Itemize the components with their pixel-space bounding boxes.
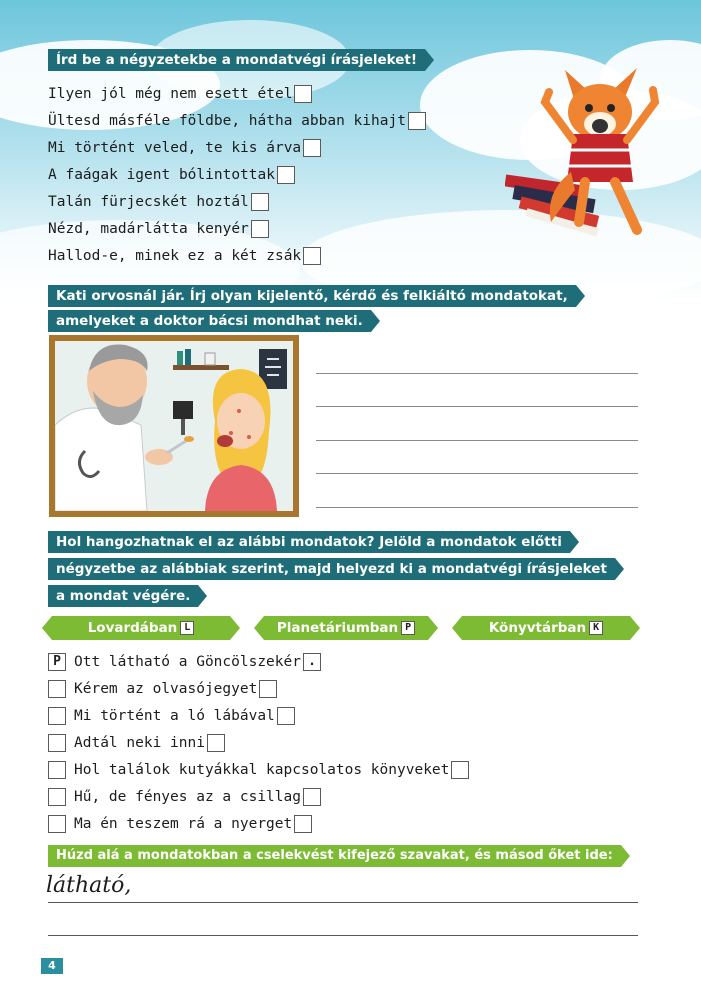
sentence-text: Mi történt veled, te kis árva xyxy=(48,140,302,156)
location-box[interactable] xyxy=(48,707,66,725)
sentence-row xyxy=(48,761,469,779)
sentence-row xyxy=(48,707,295,725)
sentence-text: Hű, de fényes az a csillag xyxy=(74,789,301,805)
punctuation-box[interactable] xyxy=(408,112,426,130)
punctuation-box[interactable] xyxy=(277,166,295,184)
sentence-row xyxy=(48,734,225,752)
sentence-text: Talán fürjecskét hoztál xyxy=(48,194,249,210)
sentence-row xyxy=(48,815,312,833)
punctuation-box[interactable] xyxy=(259,680,277,698)
section2-title-line1: Kati orvosnál jár. Írj olyan kijelentő, kérdő és felkiáltó mondatokat, xyxy=(48,285,576,307)
fox-mascot xyxy=(505,62,675,252)
section3-title-line1: Hol hangozhatnak el az alábbi mondatok? Jelöld a mondatok előtti xyxy=(48,531,570,553)
writing-line[interactable] xyxy=(48,902,638,903)
handwritten-answer: látható, xyxy=(46,873,132,898)
location-label: Könyvtárban xyxy=(488,620,587,636)
punctuation-box[interactable] xyxy=(303,247,321,265)
sentence-text: Adtál neki inni xyxy=(74,735,205,751)
location-box[interactable] xyxy=(48,761,66,779)
sentence-row xyxy=(48,653,321,671)
section3-title-line2: négyzetbe az alábbiak szerint, majd helyezd ki a mondatvégi írásjeleket xyxy=(48,558,615,580)
sentence-text: Kérem az olvasójegyet xyxy=(74,681,258,697)
location-ribbon-konyvtar xyxy=(462,616,630,640)
location-ribbon-planetarium xyxy=(264,616,428,640)
sentence-text: A faágak igent bólintottak xyxy=(48,167,275,183)
writing-line[interactable] xyxy=(316,473,638,474)
section1-title: Írd be a négyzetekbe a mondatvégi írásjeleket! xyxy=(48,49,425,71)
location-label: Planetáriumban xyxy=(276,620,399,636)
sentence-row xyxy=(48,680,277,698)
doctor-illustration xyxy=(49,335,299,517)
sentence-row xyxy=(48,220,269,238)
page-number: 4 xyxy=(41,958,63,974)
punctuation-box[interactable]: . xyxy=(303,653,321,671)
sentence-row xyxy=(48,139,321,157)
location-code-box: K xyxy=(589,621,603,635)
location-box[interactable] xyxy=(48,788,66,806)
sentence-text: Ilyen jól még nem esett étel xyxy=(48,86,293,102)
punctuation-box[interactable] xyxy=(207,734,225,752)
section3-title-line3: a mondat végére. xyxy=(48,585,198,607)
location-code-box: L xyxy=(180,621,194,635)
punctuation-box[interactable] xyxy=(294,85,312,103)
sentence-row xyxy=(48,112,426,130)
sentence-row xyxy=(48,193,269,211)
location-ribbon-lovarda xyxy=(52,616,230,640)
punctuation-box[interactable] xyxy=(303,788,321,806)
location-box[interactable] xyxy=(48,734,66,752)
sentence-text: Hallod-e, minek ez a két zsák xyxy=(48,248,302,264)
writing-line[interactable] xyxy=(316,440,638,441)
punctuation-box[interactable] xyxy=(251,220,269,238)
sentence-row xyxy=(48,788,321,806)
location-box[interactable] xyxy=(48,815,66,833)
sentence-text: Mi történt a ló lábával xyxy=(74,708,275,724)
sentence-text: Ma én teszem rá a nyerget xyxy=(74,816,293,832)
location-box[interactable]: P xyxy=(48,653,66,671)
sentence-text: Ültesd másféle földbe, hátha abban kihajt xyxy=(48,113,406,129)
writing-line[interactable] xyxy=(316,406,638,407)
sentence-text: Ott látható a Göncölszekér xyxy=(74,654,301,670)
sentence-text: Hol találok kutyákkal kapcsolatos könyveket xyxy=(74,762,450,778)
location-code-box: P xyxy=(401,621,415,635)
writing-line[interactable] xyxy=(48,935,638,936)
sentence-row xyxy=(48,247,321,265)
sentence-row xyxy=(48,85,312,103)
punctuation-box[interactable] xyxy=(251,193,269,211)
punctuation-box[interactable] xyxy=(294,815,312,833)
punctuation-box[interactable] xyxy=(451,761,469,779)
section4-title: Húzd alá a mondatokban a cselekvést kifejező szavakat, és másod őket ide: xyxy=(48,845,621,867)
writing-line[interactable] xyxy=(316,373,638,374)
punctuation-box[interactable] xyxy=(303,139,321,157)
section2-title-line2: amelyeket a doktor bácsi mondhat neki. xyxy=(48,310,371,332)
sentence-text: Nézd, madárlátta kenyér xyxy=(48,221,249,237)
location-box[interactable] xyxy=(48,680,66,698)
sentence-row xyxy=(48,166,295,184)
punctuation-box[interactable] xyxy=(277,707,295,725)
location-label: Lovardában xyxy=(87,620,178,636)
writing-line[interactable] xyxy=(316,507,638,508)
